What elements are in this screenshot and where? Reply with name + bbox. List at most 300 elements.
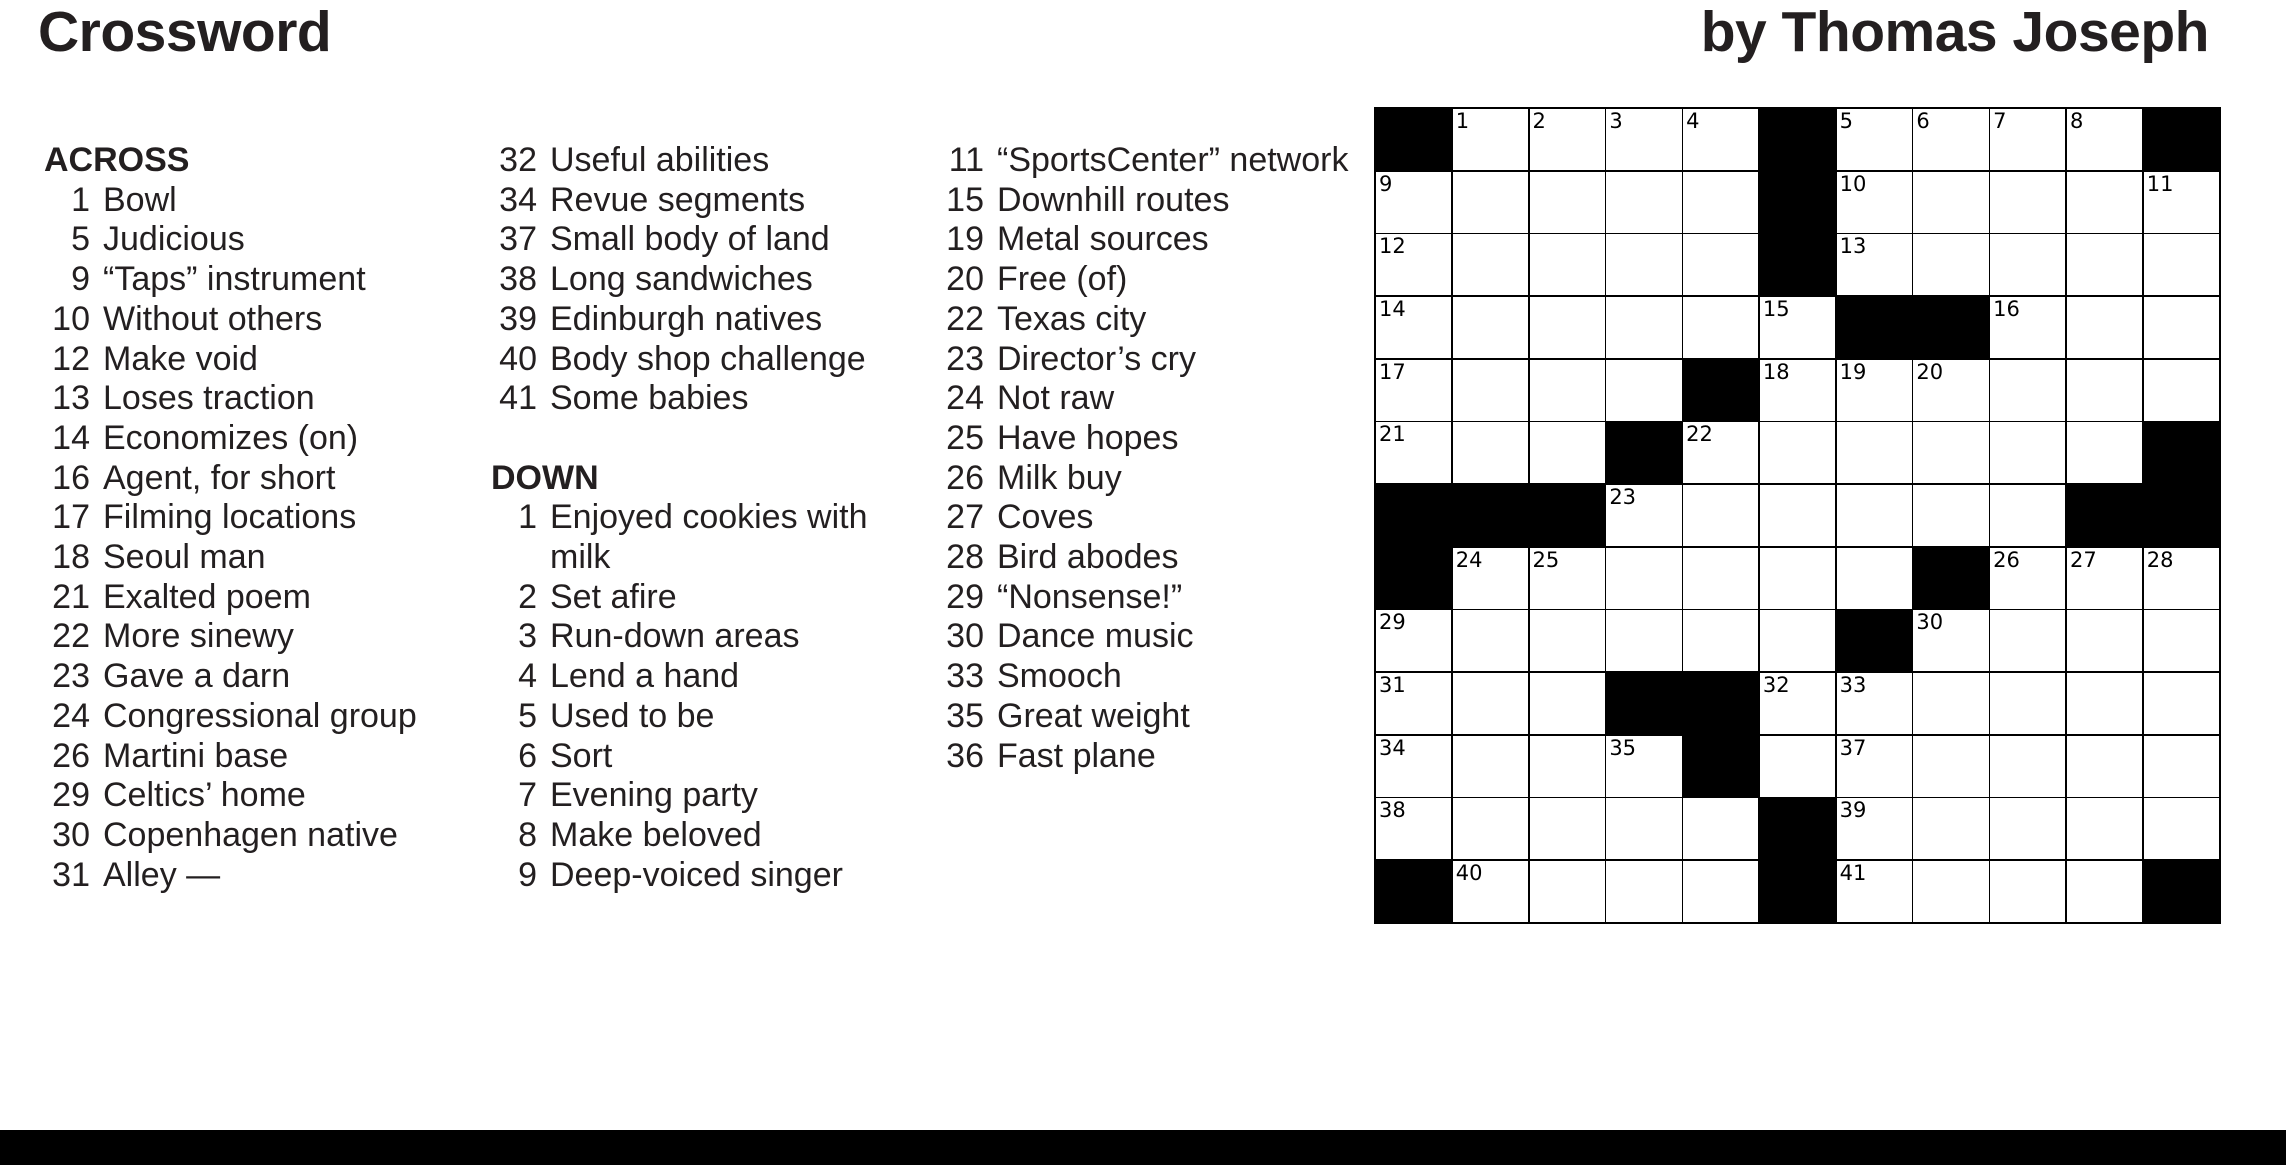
grid-cell[interactable] (1760, 736, 1835, 797)
grid-cell[interactable] (1837, 736, 1912, 797)
grid-cell[interactable] (1453, 297, 1528, 358)
clue-text: Judicious (103, 220, 245, 259)
across-clue (491, 220, 921, 260)
down-clue (491, 697, 921, 737)
clue-text: Fast plane (997, 736, 1156, 775)
black-square (1760, 234, 1835, 295)
black-square (1837, 297, 1912, 358)
clue-number: 26 (52, 736, 90, 775)
clue-number: 27 (946, 498, 984, 537)
grid-cell[interactable] (1683, 234, 1758, 295)
down-clue (491, 578, 921, 618)
down-clue (938, 220, 1368, 260)
black-square (2144, 109, 2219, 170)
grid-cell[interactable] (1453, 610, 1528, 671)
clue-text: Make void (103, 339, 258, 378)
grid-cell[interactable] (1453, 798, 1528, 859)
clue-number: 31 (52, 855, 90, 894)
clue-number: 40 (499, 339, 537, 378)
clue-number: 15 (946, 180, 984, 219)
clue-text: More sinewy (103, 617, 294, 656)
clue-text: Deep-voiced singer (550, 855, 843, 894)
clue-number: 36 (946, 736, 984, 775)
grid-cell[interactable] (1990, 360, 2065, 421)
grid-cell[interactable] (1990, 548, 2065, 609)
clue-number: 5 (518, 696, 537, 735)
black-square (1376, 485, 1451, 546)
grid-cell[interactable] (1760, 485, 1835, 546)
grid-cell[interactable] (1990, 234, 2065, 295)
clue-number: 39 (499, 299, 537, 338)
clue-number: 21 (52, 577, 90, 616)
grid-cell[interactable] (1760, 360, 1835, 421)
puzzle-byline: by Thomas Joseph (1700, 0, 2209, 64)
down-clue (938, 578, 1368, 618)
grid-cell[interactable] (1376, 297, 1451, 358)
clue-number: 4 (518, 657, 537, 696)
down-clue (491, 657, 921, 697)
crossword-grid (1374, 107, 2221, 924)
cell-number: 18 (1762, 359, 1790, 384)
grid-cell[interactable] (1683, 610, 1758, 671)
grid-cell[interactable] (1683, 548, 1758, 609)
down-clue (491, 856, 921, 896)
cell-number: 6 (1916, 109, 1930, 133)
cell-number: 4 (1686, 109, 1700, 133)
clue-number: 19 (946, 220, 984, 259)
cell-number: 27 (2069, 547, 2097, 572)
clue-number: 5 (71, 220, 90, 259)
down-clue (491, 498, 921, 577)
grid-cell[interactable] (1913, 234, 1988, 295)
clue-section-heading: ACROSS (44, 141, 190, 179)
grid-cell[interactable] (1837, 485, 1912, 546)
black-square (2144, 861, 2219, 922)
down-clue (938, 617, 1368, 657)
clue-number: 25 (946, 418, 984, 457)
grid-cell[interactable] (1683, 861, 1758, 922)
grid-cell[interactable] (1990, 297, 2065, 358)
clue-text: Make beloved (550, 815, 762, 854)
clue-text: Exalted poem (103, 577, 311, 616)
grid-cell[interactable] (1606, 798, 1681, 859)
grid-cell[interactable] (1683, 422, 1758, 483)
grid-cell[interactable] (1913, 109, 1988, 170)
clue-number: 28 (946, 538, 984, 577)
grid-cell[interactable] (2144, 297, 2219, 358)
across-clue (491, 340, 921, 380)
cell-number: 11 (2146, 171, 2174, 196)
grid-cell[interactable] (2067, 861, 2142, 922)
puzzle-title: Crossword (38, 0, 332, 64)
clue-number: 8 (518, 815, 537, 854)
clue-text: Enjoyed cookies with milk (550, 498, 868, 576)
grid-cell[interactable] (1913, 610, 1988, 671)
down-clue (938, 498, 1368, 538)
clue-text: Not raw (997, 379, 1115, 418)
clue-text: Set afire (550, 577, 677, 616)
grid-cell[interactable] (1606, 360, 1681, 421)
grid-cell[interactable] (1683, 172, 1758, 233)
cell-number: 13 (1839, 234, 1867, 259)
grid-cell[interactable] (1453, 172, 1528, 233)
grid-cell[interactable] (1913, 172, 1988, 233)
across-clue (44, 578, 474, 618)
clue-number: 14 (52, 418, 90, 457)
across-clue (491, 260, 921, 300)
grid-cell[interactable] (1530, 610, 1605, 671)
clue-number: 24 (946, 379, 984, 418)
across-clue (44, 300, 474, 340)
grid-cell[interactable] (2067, 548, 2142, 609)
across-clue (44, 220, 474, 260)
black-square (2067, 485, 2142, 546)
black-square (1913, 548, 1988, 609)
across-clue (491, 300, 921, 340)
grid-cell[interactable] (1453, 422, 1528, 483)
grid-cell[interactable] (1990, 422, 2065, 483)
grid-cell[interactable] (1376, 736, 1451, 797)
cell-number: 41 (1839, 860, 1867, 885)
grid-cell[interactable] (1837, 360, 1912, 421)
clue-text: Coves (997, 498, 1094, 537)
grid-cell[interactable] (1760, 610, 1835, 671)
clue-number: 3 (518, 617, 537, 656)
clue-text: Director’s cry (997, 339, 1196, 378)
black-square (1376, 861, 1451, 922)
grid-cell[interactable] (1913, 360, 1988, 421)
grid-cell[interactable] (1530, 422, 1605, 483)
clue-number: 11 (948, 141, 984, 179)
black-square (1606, 422, 1681, 483)
grid-cell[interactable] (1606, 109, 1681, 170)
down-clue (938, 141, 1368, 181)
clue-text: Martini base (103, 736, 289, 775)
clue-number: 1 (71, 180, 90, 219)
grid-cell[interactable] (1913, 673, 1988, 734)
cell-number: 17 (1379, 359, 1406, 384)
clue-text: Economizes (on) (103, 418, 359, 457)
grid-cell[interactable] (1990, 673, 2065, 734)
cell-number: 7 (1993, 109, 2007, 133)
grid-cell[interactable] (1683, 798, 1758, 859)
clue-text: Lend a hand (550, 657, 740, 696)
grid-cell[interactable] (1530, 360, 1605, 421)
grid-cell[interactable] (1453, 673, 1528, 734)
grid-cell[interactable] (1376, 234, 1451, 295)
cell-number: 8 (2069, 109, 2084, 133)
cell-number: 24 (1455, 547, 1483, 572)
across-clue (44, 816, 474, 856)
down-clue (938, 538, 1368, 578)
grid-cell[interactable] (1606, 861, 1681, 922)
black-square (1530, 485, 1605, 546)
cell-number: 14 (1379, 296, 1406, 321)
grid-cell[interactable] (1990, 485, 2065, 546)
clue-number: 6 (518, 736, 537, 775)
grid-cell[interactable] (2067, 172, 2142, 233)
clue-text: “SportsCenter” network (997, 141, 1349, 179)
grid-cell[interactable] (1990, 610, 2065, 671)
clue-text: Metal sources (997, 220, 1209, 259)
across-clue (491, 379, 921, 419)
grid-cell[interactable] (1376, 798, 1451, 859)
clue-column-1 (44, 141, 474, 895)
clue-text: Have hopes (997, 418, 1179, 457)
cell-number: 31 (1379, 672, 1406, 697)
section-gap (491, 419, 921, 459)
cell-number: 39 (1839, 798, 1867, 823)
grid-cell[interactable] (1837, 798, 1912, 859)
clue-text: Filming locations (103, 498, 357, 537)
grid-cell[interactable] (1990, 736, 2065, 797)
clue-text: Small body of land (550, 220, 830, 259)
grid-cell[interactable] (2067, 610, 2142, 671)
grid-cell[interactable] (1606, 297, 1681, 358)
grid-cell[interactable] (2144, 736, 2219, 797)
clue-number: 29 (946, 577, 984, 616)
down-clue (938, 300, 1368, 340)
grid-cell[interactable] (1683, 297, 1758, 358)
grid-cell[interactable] (1606, 172, 1681, 233)
cell-number: 37 (1839, 735, 1867, 760)
across-clue (44, 181, 474, 221)
clue-number: 1 (518, 498, 537, 537)
down-clue (938, 697, 1368, 737)
grid-cell[interactable] (2144, 172, 2219, 233)
grid-cell[interactable] (1530, 172, 1605, 233)
grid-cell[interactable] (1376, 673, 1451, 734)
grid-cell[interactable] (1376, 422, 1451, 483)
clue-number: 37 (499, 220, 537, 259)
clue-text: Downhill routes (997, 180, 1230, 219)
grid-cell[interactable] (1530, 109, 1605, 170)
grid-cell[interactable] (1530, 548, 1605, 609)
clue-text: Run-down areas (550, 617, 800, 656)
grid-cell[interactable] (2144, 673, 2219, 734)
grid-cell[interactable] (1453, 234, 1528, 295)
grid-cell[interactable] (1606, 736, 1681, 797)
grid-cell[interactable] (1606, 610, 1681, 671)
grid-cell[interactable] (2067, 673, 2142, 734)
grid-cell[interactable] (1837, 422, 1912, 483)
cell-number: 28 (2146, 547, 2174, 572)
grid-cell[interactable] (2067, 297, 2142, 358)
cell-number: 30 (1916, 610, 1944, 635)
across-clue (44, 419, 474, 459)
grid-cell[interactable] (1837, 109, 1912, 170)
clue-number: 16 (52, 458, 90, 497)
clue-text: Body shop challenge (550, 339, 866, 378)
clue-number: 10 (52, 299, 90, 338)
black-square (1606, 673, 1681, 734)
clue-number: 30 (52, 815, 90, 854)
clue-number: 9 (518, 855, 537, 894)
black-square (1760, 109, 1835, 170)
grid-cell[interactable] (1606, 234, 1681, 295)
clue-text: Used to be (550, 696, 715, 735)
cell-number: 22 (1686, 422, 1713, 447)
clue-number: 20 (946, 260, 984, 299)
clue-text: Congressional group (103, 696, 417, 735)
grid-cell[interactable] (1453, 109, 1528, 170)
grid-cell[interactable] (2144, 798, 2219, 859)
clue-number: 9 (71, 260, 90, 299)
clue-number: 23 (946, 339, 984, 378)
cell-number: 40 (1455, 860, 1483, 885)
grid-cell[interactable] (2067, 109, 2142, 170)
black-square (2144, 422, 2219, 483)
black-square (1683, 673, 1758, 734)
clue-number: 30 (946, 617, 984, 656)
grid-cell[interactable] (1837, 673, 1912, 734)
grid-cell[interactable] (1453, 548, 1528, 609)
cell-number: 1 (1455, 109, 1470, 133)
across-clue (44, 617, 474, 657)
cell-number: 3 (1609, 109, 1623, 133)
clue-text: Seoul man (103, 538, 266, 577)
grid-cell[interactable] (1990, 172, 2065, 233)
grid-cell[interactable] (1990, 109, 2065, 170)
clue-number: 22 (946, 299, 984, 338)
cell-number: 20 (1916, 359, 1944, 384)
grid-cell[interactable] (1376, 610, 1451, 671)
across-clue (44, 340, 474, 380)
grid-cell[interactable] (1530, 736, 1605, 797)
clue-text: Without others (103, 299, 323, 338)
grid-cell[interactable] (1913, 861, 1988, 922)
grid-cell[interactable] (1913, 736, 1988, 797)
cell-number: 21 (1379, 422, 1406, 447)
clue-number: 7 (518, 776, 537, 815)
cell-number: 10 (1839, 171, 1867, 196)
clue-number: 35 (946, 696, 984, 735)
grid-cell[interactable] (1760, 297, 1835, 358)
cell-number: 12 (1379, 234, 1406, 259)
grid-cell[interactable] (1376, 172, 1451, 233)
clue-text: Useful abilities (550, 141, 770, 179)
clue-text: Evening party (550, 776, 758, 815)
across-clue (44, 260, 474, 300)
grid-cell[interactable] (2144, 234, 2219, 295)
clue-number: 26 (946, 458, 984, 497)
black-square (1376, 548, 1451, 609)
cell-number: 23 (1609, 484, 1637, 509)
grid-cell[interactable] (1913, 422, 1988, 483)
cell-number: 2 (1532, 109, 1546, 133)
across-clue (44, 856, 474, 896)
grid-cell[interactable] (1453, 736, 1528, 797)
grid-cell[interactable] (2144, 548, 2219, 609)
clue-text: Long sandwiches (550, 260, 813, 299)
cell-number: 38 (1379, 798, 1406, 823)
grid-cell[interactable] (1990, 861, 2065, 922)
grid-cell[interactable] (2067, 234, 2142, 295)
cell-number: 29 (1379, 610, 1406, 635)
clue-text: Alley — (103, 855, 221, 894)
grid-cell[interactable] (1837, 548, 1912, 609)
grid-cell[interactable] (1683, 109, 1758, 170)
grid-cell[interactable] (1683, 485, 1758, 546)
grid-cell[interactable] (2067, 736, 2142, 797)
clue-number: 13 (52, 379, 90, 418)
across-clue (44, 459, 474, 499)
grid-cell[interactable] (1913, 485, 1988, 546)
clue-number: 41 (499, 379, 537, 418)
grid-cell[interactable] (2144, 610, 2219, 671)
clue-text: Free (of) (997, 260, 1128, 299)
down-clue (491, 776, 921, 816)
grid-cell[interactable] (1837, 861, 1912, 922)
down-clue (938, 379, 1368, 419)
grid-cell[interactable] (1606, 548, 1681, 609)
clue-text: Smooch (997, 657, 1122, 696)
grid-cell[interactable] (1760, 548, 1835, 609)
cell-number: 35 (1609, 735, 1637, 760)
clue-text: Agent, for short (103, 458, 336, 497)
grid-cell[interactable] (2067, 798, 2142, 859)
clue-text: Dance music (997, 617, 1194, 656)
black-square (1683, 736, 1758, 797)
clue-column-3 (938, 141, 1368, 776)
grid-cell[interactable] (1376, 360, 1451, 421)
black-square (1760, 172, 1835, 233)
across-clue (44, 379, 474, 419)
across-clue (491, 141, 921, 181)
grid-cell[interactable] (1837, 234, 1912, 295)
grid-cell[interactable] (1530, 234, 1605, 295)
clue-number: 33 (946, 657, 984, 696)
across-clue (44, 737, 474, 777)
clue-text: Milk buy (997, 458, 1122, 497)
cell-number: 9 (1379, 171, 1393, 196)
bottom-bar (0, 1130, 2286, 1165)
black-square (1760, 798, 1835, 859)
cell-number: 15 (1762, 296, 1790, 321)
grid-cell[interactable] (1837, 172, 1912, 233)
grid-cell[interactable] (1530, 673, 1605, 734)
clue-text: Loses traction (103, 379, 315, 418)
clue-number: 29 (52, 776, 90, 815)
clue-text: Revue segments (550, 180, 806, 219)
grid-cell[interactable] (1453, 360, 1528, 421)
grid-cell[interactable] (2067, 360, 2142, 421)
grid-cell[interactable] (1760, 673, 1835, 734)
black-square (1760, 861, 1835, 922)
grid-cell[interactable] (1606, 485, 1681, 546)
black-square (1376, 109, 1451, 170)
grid-cell[interactable] (2144, 360, 2219, 421)
clue-number: 38 (499, 260, 537, 299)
across-clue (44, 538, 474, 578)
grid-cell[interactable] (1990, 798, 2065, 859)
grid-cell[interactable] (2067, 422, 2142, 483)
black-square (1837, 610, 1912, 671)
grid-cell[interactable] (1453, 861, 1528, 922)
down-clue (491, 816, 921, 856)
grid-cell[interactable] (1760, 422, 1835, 483)
clue-number: 18 (52, 538, 90, 577)
grid-cell[interactable] (1530, 297, 1605, 358)
grid-cell[interactable] (1913, 798, 1988, 859)
grid-cell[interactable] (1530, 798, 1605, 859)
clue-text: Bird abodes (997, 538, 1179, 577)
grid-cell[interactable] (1530, 861, 1605, 922)
clue-text: Celtics’ home (103, 776, 306, 815)
black-square (1683, 360, 1758, 421)
cell-number: 5 (1839, 109, 1853, 133)
clue-text: Texas city (997, 299, 1147, 338)
